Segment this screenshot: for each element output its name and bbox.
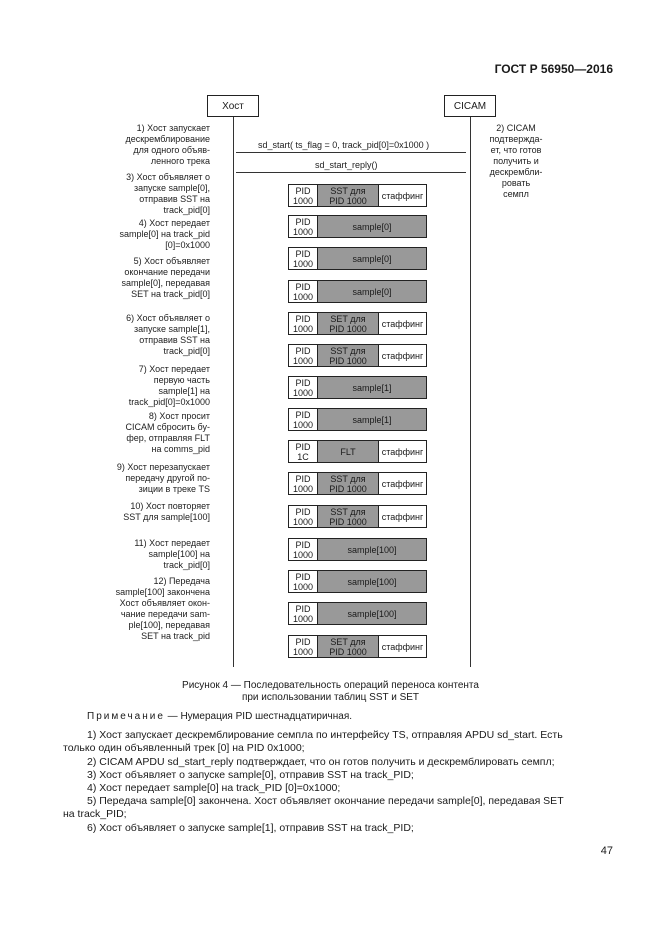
ts-packet bbox=[288, 376, 427, 399]
packet-stuffing: стаффинг bbox=[379, 184, 427, 207]
packet-payload: sample[100] bbox=[318, 602, 427, 625]
paragraph-line: 6) Хост объявляет о запуске sample[1], отправив SST на track_PID; bbox=[87, 822, 414, 834]
packet-payload: SET для PID 1000 bbox=[318, 635, 379, 658]
packet-payload: SST для PID 1000 bbox=[318, 344, 379, 367]
host-note: 7) Хост передает первую часть sample[1] на track_pid[0]=0x1000 bbox=[128, 364, 210, 407]
ts-packet bbox=[288, 440, 427, 463]
packet-payload: FLT bbox=[318, 440, 379, 463]
packet-stuffing: стаффинг bbox=[379, 312, 427, 335]
ts-packet bbox=[288, 408, 427, 431]
host-note: 3) Хост объявляет о запуске sample[0], отправив SST на track_pid[0] bbox=[126, 172, 210, 215]
packet-pid: PID 1000 bbox=[288, 538, 318, 561]
caption-line-1: Рисунок 4 — Последовательность операций переноса контента bbox=[182, 680, 479, 691]
paragraph-line: 2) CICAM APDU sd_start_reply подтверждает, что он готов получить и дескремблировать семпл; bbox=[87, 756, 555, 768]
host-note: 12) Передача sample[100] закончена Хост объявляет окон- чание передачи sam- ple[100], передавая SET на track_pid bbox=[115, 576, 210, 641]
host-note: 5) Хост объявляет окончание передачи sample[0], передавая SET на track_pid[0] bbox=[121, 256, 210, 299]
packet-pid: PID 1000 bbox=[288, 505, 318, 528]
packet-stuffing: стаффинг bbox=[379, 440, 427, 463]
packet-payload: sample[1] bbox=[318, 376, 427, 399]
host-note: 8) Хост просит CICAM сбросить бу- фер, отправляя FLT на comms_pid bbox=[125, 411, 210, 454]
packet-payload: SST для PID 1000 bbox=[318, 472, 379, 495]
host-actor-box: Хост bbox=[207, 95, 259, 117]
ts-packet bbox=[288, 505, 427, 528]
sd-start-reply-label: sd_start_reply() bbox=[315, 160, 378, 170]
ts-packet bbox=[288, 280, 427, 303]
ts-packet bbox=[288, 344, 427, 367]
cicam-note: 2) CICAM подтвержда- ет, что готов получить и дескрембли- ровать семпл bbox=[489, 123, 543, 199]
host-note: 4) Хост передает sample[0] на track_pid [0]=0x1000 bbox=[119, 218, 210, 250]
packet-pid: PID 1000 bbox=[288, 247, 318, 270]
host-note: 9) Хост перезапускает передачу другой по- зиции в треке TS bbox=[116, 462, 210, 494]
packet-stuffing: стаффинг bbox=[379, 635, 427, 658]
ts-packet bbox=[288, 538, 427, 561]
packet-pid: PID 1000 bbox=[288, 312, 318, 335]
sd-start-arrow bbox=[236, 152, 466, 153]
host-note: 1) Хост запускает дескремблирование для одного объяв- ленного трека bbox=[125, 123, 210, 166]
packet-payload: sample[0] bbox=[318, 247, 427, 270]
packet-stuffing: стаффинг bbox=[379, 505, 427, 528]
ts-packet bbox=[288, 635, 427, 658]
packet-pid: PID 1000 bbox=[288, 215, 318, 238]
note-label: Примечание bbox=[87, 711, 165, 722]
sd-start-reply-arrow bbox=[236, 172, 466, 173]
packet-pid: PID 1000 bbox=[288, 280, 318, 303]
host-note: 10) Хост повторяет SST для sample[100] bbox=[123, 501, 210, 522]
ts-packet bbox=[288, 570, 427, 593]
packet-payload: sample[0] bbox=[318, 280, 427, 303]
paragraph-line: только один объявленный трек [0] на PID 0x1000; bbox=[63, 742, 305, 754]
host-note: 11) Хост передает sample[100] на track_pid[0] bbox=[134, 538, 210, 570]
ts-packet bbox=[288, 602, 427, 625]
packet-stuffing: стаффинг bbox=[379, 472, 427, 495]
paragraph-line: 5) Передача sample[0] закончена. Хост объявляет окончание передачи sample[0], передавая SET bbox=[87, 795, 564, 807]
packet-pid: PID 1000 bbox=[288, 184, 318, 207]
paragraph-line: 3) Хост объявляет о запуске sample[0], отправив SST на track_PID; bbox=[87, 769, 414, 781]
packet-payload: SST для PID 1000 bbox=[318, 505, 379, 528]
paragraph-line: 4) Хост передает sample[0] на track_PID [0]=0x1000; bbox=[87, 782, 341, 794]
caption-line-2: при использовании таблиц SST и SET bbox=[241, 692, 420, 703]
packet-payload: SST для PID 1000 bbox=[318, 184, 379, 207]
ts-packet bbox=[288, 247, 427, 270]
cicam-lifeline bbox=[470, 117, 471, 667]
paragraph-line: на track_PID; bbox=[63, 808, 127, 820]
note-text: — Нумерация PID шестнадцатиричная. bbox=[164, 711, 353, 722]
figure-caption bbox=[0, 680, 661, 704]
packet-payload: sample[100] bbox=[318, 538, 427, 561]
packet-payload: SET для PID 1000 bbox=[318, 312, 379, 335]
packet-pid: PID 1C bbox=[288, 440, 318, 463]
ts-packet bbox=[288, 312, 427, 335]
packet-pid: PID 1000 bbox=[288, 376, 318, 399]
page-number: 47 bbox=[600, 845, 613, 857]
packet-pid: PID 1000 bbox=[288, 635, 318, 658]
page-header-title: ГОСТ Р 56950—2016 bbox=[494, 62, 613, 76]
cicam-actor-box: CICAM bbox=[444, 95, 496, 117]
ts-packet bbox=[288, 215, 427, 238]
ts-packet bbox=[288, 472, 427, 495]
host-note: 6) Хост объявляет о запуске sample[1], отправив SST на track_pid[0] bbox=[126, 313, 210, 356]
paragraph-line: 1) Хост запускает дескремблирование семпла по интерфейсу TS, отправляя APDU sd_start. Есть bbox=[87, 729, 563, 741]
packet-payload: sample[1] bbox=[318, 408, 427, 431]
packet-pid: PID 1000 bbox=[288, 408, 318, 431]
packet-payload: sample[0] bbox=[318, 215, 427, 238]
packet-stuffing: стаффинг bbox=[379, 344, 427, 367]
packet-pid: PID 1000 bbox=[288, 344, 318, 367]
packet-pid: PID 1000 bbox=[288, 472, 318, 495]
note bbox=[87, 711, 352, 722]
packet-pid: PID 1000 bbox=[288, 570, 318, 593]
packet-payload: sample[100] bbox=[318, 570, 427, 593]
sd-start-label: sd_start( ts_flag = 0, track_pid[0]=0x1000 ) bbox=[258, 140, 430, 150]
host-lifeline bbox=[233, 117, 234, 667]
packet-pid: PID 1000 bbox=[288, 602, 318, 625]
ts-packet bbox=[288, 184, 427, 207]
